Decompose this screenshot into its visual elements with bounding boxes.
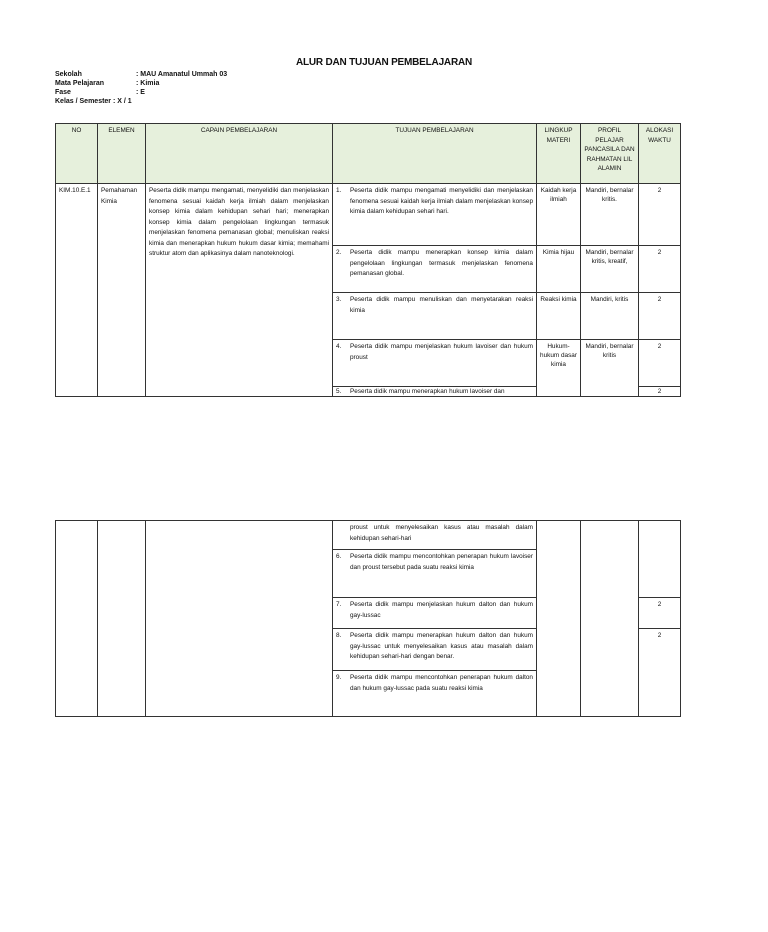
materi-cell-continued (537, 521, 581, 717)
tp-item: 4. Peserta didik mampu menjelaskan hukum lavoiser dan hukum proust (333, 340, 537, 387)
header-elemen: ELEMEN (98, 124, 146, 184)
row-capaian: Peserta didik mampu mengamati, menyelidiki dan menjelaskan fenomena sesuai kaidah kerja ilmiah dalam menjelaskan konsep kimia dalam kehidupan sehari hari; menerapkan konsep kimia dalam pengelolaan lingkungan termasuk menjelaskan fenomena pemanasan global; menuliskan reaksi kimia dan menerapkan hukum hukum dasar kimia; memahami struktur atom dan aplikasinya dalam nanoteknologi. (146, 184, 333, 397)
meta-phase: Fase : E (55, 89, 145, 96)
alokasi-cell: 2 (639, 340, 681, 387)
tp-item: 9. Peserta didik mampu mencontohkan penerapan hukum dalton dan hukum gay-lussac pada suatu reaksi kimia (333, 671, 537, 717)
tp-item: 3. Peserta didik mampu menuliskan dan menyetarakan reaksi kimia (333, 293, 537, 340)
meta-school: Sekolah : MAU Amanatul Ummah 03 (55, 71, 228, 78)
row-elemen: Pemahaman Kimia (98, 184, 146, 397)
alokasi-cell: 2 (639, 629, 681, 717)
row-no: KIM.10.E.1 (56, 184, 98, 397)
materi-cell: Reaksi kimia (537, 293, 581, 340)
header-no: NO (56, 124, 98, 184)
meta-class: Kelas / Semester : X / 1 (55, 98, 132, 105)
tp-item: 2. Peserta didik mampu menerapkan konsep kimia dalam pengelolaan lingkungan termasuk menjelaskan fenomena pemanasan global. (333, 246, 537, 293)
document-meta (55, 70, 227, 106)
alokasi-cell: 2 (639, 293, 681, 340)
materi-cell: Kaidah kerja ilmiah (537, 184, 581, 246)
meta-subject: Mata Pelajaran : Kimia (55, 80, 160, 87)
materi-cell: Kimia hijau (537, 246, 581, 293)
tp-item: 7. Peserta didik mampu menjelaskan hukum dalton dan hukum gay-lussac (333, 598, 537, 629)
tp-item: 6. Peserta didik mampu mencontohkan penerapan hukum lavoiser dan proust tersebut pada suatu reaksi kimia (333, 550, 537, 598)
alokasi-cell: 2 (639, 246, 681, 293)
row-no-continued (56, 521, 98, 717)
alokasi-cell: 2 (639, 184, 681, 246)
table-header-row (56, 124, 681, 184)
header-tujuan: TUJUAN PEMBELAJARAN (333, 124, 537, 184)
profil-cell: Mandiri, kritis (581, 293, 639, 340)
profil-cell: Mandiri, bernalar kritis. (581, 184, 639, 246)
header-profil: PROFIL PELAJAR PANCASILA DAN RAHMATAN LIL ALAMIN (581, 124, 639, 184)
alokasi-cell: 2 (639, 598, 681, 629)
tp-item: 1. Peserta didik mampu mengamati menyelidiki dan menjelaskan fenomena sesuai kaidah kerja ilmiah dalam menjelaskan konsep kimia dalam kehidupan sehari hari. (333, 184, 537, 246)
tp-item: 8. Peserta didik mampu menerapkan hukum dalton dan hukum gay-lussac untuk menyelesaikan kasus atau masalah dalam kehidupan sehari-hari dengan benar. (333, 629, 537, 671)
atp-table-page-1 (55, 123, 681, 397)
document-title: ALUR DAN TUJUAN PEMBELAJARAN (295, 57, 473, 68)
profil-cell-continued (581, 521, 639, 717)
table-row (56, 521, 681, 550)
table-row (56, 184, 681, 246)
atp-table-page-2 (55, 520, 681, 717)
header-capaian: CAPAIN PEMBELAJARAN (146, 124, 333, 184)
alokasi-cell (639, 521, 681, 598)
tp-item: proust untuk menyelesaikan kasus atau masalah dalam kehidupan sehari-hari (333, 521, 537, 550)
header-alokasi: ALOKASI WAKTU (639, 124, 681, 184)
tp-item: 5. Peserta didik mampu menerapkan hukum lavoiser dan (333, 387, 537, 397)
profil-cell: Mandiri, bernalar kritis (581, 340, 639, 397)
materi-cell: Hukum-hukum dasar kimia (537, 340, 581, 397)
profil-cell: Mandiri, bernalar kritis, kreatif, (581, 246, 639, 293)
header-lingkup: LINGKUP MATERI (537, 124, 581, 184)
row-capaian-continued (146, 521, 333, 717)
row-elemen-continued (98, 521, 146, 717)
alokasi-cell: 2 (639, 387, 681, 397)
